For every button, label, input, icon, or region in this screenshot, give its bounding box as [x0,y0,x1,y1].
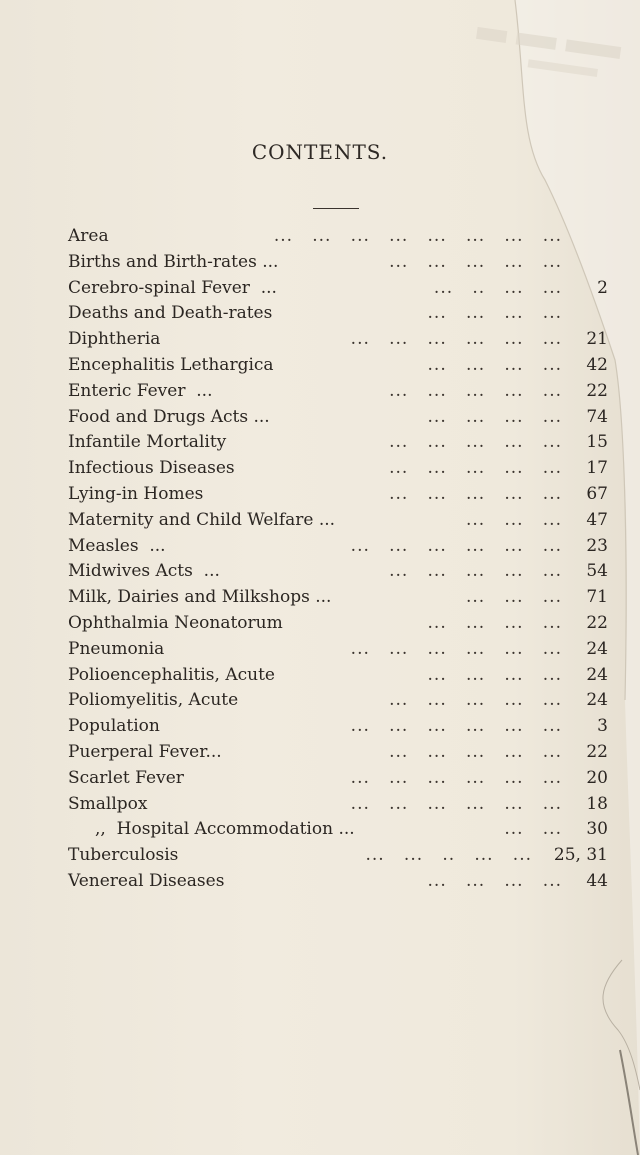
toc-entry [68,278,608,304]
toc-entry-leader-dots: ... ... .. ... ... [365,845,532,866]
toc-entry-label: Smallpox [68,793,148,814]
toc-entry-page-number: 25, 31 [553,845,608,866]
toc-entry-page-number: 22 [586,613,608,633]
toc-entry-page-number: 18 [586,793,608,814]
toc-entry [68,768,608,794]
toc-entry [68,407,608,433]
toc-entry-page-number: 21 [586,329,608,350]
toc-entry-page-number: 23 [586,535,608,556]
toc-entry [68,639,608,665]
toc-entry [68,819,608,845]
toc-entry-page-number: 15 [586,432,608,453]
toc-entry-leader-dots: ... ... ... ... ... [389,380,562,401]
toc-entry-page-number: 24 [586,638,608,659]
toc-entry [68,716,608,742]
toc-entry [68,510,608,536]
toc-entry-leader-dots: ... ... ... ... ... [389,561,562,582]
toc-entry-label: Infectious Diseases [68,458,235,479]
toc-entry-label: Milk, Dairies and Milkshops ... [68,587,332,608]
toc-entry [68,303,608,329]
toc-entry [68,226,608,252]
toc-entry [68,536,608,562]
toc-entry-label: Polioencephalitis, Acute [68,664,275,685]
page-title: CONTENTS. [251,140,389,164]
toc-entry-leader-dots: ... ... ... ... [427,355,562,375]
toc-entry-label: Tuberculosis [68,845,179,866]
toc-entry-label: Venereal Diseases [68,871,225,891]
toc-entry-leader-dots: ... ... ... [465,587,562,608]
toc-entry-leader-dots: ... ... ... ... ... ... [350,535,562,556]
toc-entry [68,381,608,407]
toc-entry-page-number: 47 [586,509,608,530]
toc-entry-leader-dots: ... ... ... ... [427,613,562,633]
toc-entry [68,252,608,278]
toc-entry-page-number: 74 [586,406,608,427]
toc-entry-leader-dots: ... ... ... ... ... ... ... ... [273,226,562,246]
toc-entry-leader-dots: ... ... ... ... ... [389,484,562,504]
toc-entry-leader-dots: ... ... ... ... ... ... [350,716,562,737]
toc-entry [68,458,608,484]
toc-entry-leader-dots: ... ... ... ... ... ... [350,329,562,350]
toc-entry-leader-dots: ... .. ... ... [433,277,562,298]
toc-entry [68,587,608,613]
toc-entry-page-number: 24 [586,664,608,685]
toc-entry-label: Enteric Fever ... [68,380,213,401]
toc-entry-leader-dots: ... ... ... ... ... ... [350,638,562,659]
toc-entry-page-number: 42 [586,355,608,375]
toc-entry-leader-dots: ... ... ... ... ... ... [350,793,562,814]
toc-entry-label: Puerperal Fever... [68,742,222,762]
toc-entry-page-number: 22 [586,742,608,762]
toc-entry-page-number: 20 [586,767,608,788]
toc-entry-label: Population [68,716,160,737]
toc-entry [68,845,608,871]
toc-entry-label: Cerebro-spinal Fever ... [68,277,277,298]
toc-entry-label: Ophthalmia Neonatorum [68,613,283,633]
toc-entry-leader-dots: ... ... ... ... ... ... [350,767,562,788]
toc-entry-leader-dots: ... ... ... ... [427,664,562,685]
toc-entry-page-number: 30 [586,819,608,840]
toc-entry [68,794,608,820]
toc-entry-page-number: 71 [586,587,608,608]
toc-entry-label: Infantile Mortality [68,432,227,453]
toc-entry-leader-dots: ... ... ... ... ... [389,742,562,762]
toc-entry [68,690,608,716]
toc-entry-label: Area [68,226,109,246]
toc-entry-label: Lying-in Homes [68,484,204,504]
toc-entry [68,665,608,691]
toc-entry-page-number: 44 [586,871,608,891]
toc-entry-label: Pneumonia [68,638,165,659]
toc-entry-label: Diphtheria [68,329,161,350]
toc-entry-page-number: 24 [586,690,608,711]
toc-entry-leader-dots: ... ... ... ... [427,303,562,324]
toc-entry-label: Poliomyelitis, Acute [68,690,239,711]
toc-entry-page-number: 2 [597,277,608,298]
toc-entry-page-number: 3 [597,716,608,737]
toc-entry-label: Measles ... [68,535,166,556]
toc-entry-page-number: 54 [586,561,608,582]
toc-entry-leader-dots: ... ... ... ... [427,406,562,427]
toc-entry-page-number: 67 [586,484,608,504]
toc-entry-page-number: 22 [586,380,608,401]
toc-entry [68,871,608,897]
toc-entry [68,355,608,381]
toc-entry-label: Maternity and Child Welfare ... [68,509,336,530]
toc-entry-label: Midwives Acts ... [68,561,220,582]
toc-entry-label: ,, Hospital Accommodation ... [68,819,355,840]
toc-entry-leader-dots: ... ... ... [465,509,562,530]
toc-entry-leader-dots: ... ... ... ... ... [389,690,562,711]
toc-entry-leader-dots: ... ... [504,819,562,840]
toc-entry [68,432,608,458]
title-rule [313,208,359,209]
toc-entry-label: Encephalitis Lethargica [68,355,274,375]
toc-entry-page-number: 17 [586,458,608,479]
toc-entry-label: Food and Drugs Acts ... [68,406,270,427]
toc-entry-label: Scarlet Fever [68,767,184,788]
toc-entry-leader-dots: ... ... ... ... ... [389,251,562,272]
toc-entry [68,329,608,355]
toc-entry [68,484,608,510]
toc-entry-leader-dots: ... ... ... ... ... [389,432,562,453]
toc-entry [68,742,608,768]
toc-entry-label: Deaths and Death-rates [68,303,273,324]
toc-entry [68,561,608,587]
toc-entry [68,613,608,639]
toc-entry-label: Births and Birth-rates ... [68,251,279,272]
toc-entry-leader-dots: ... ... ... ... ... [389,458,562,479]
toc-entry-leader-dots: ... ... ... ... [427,871,562,891]
